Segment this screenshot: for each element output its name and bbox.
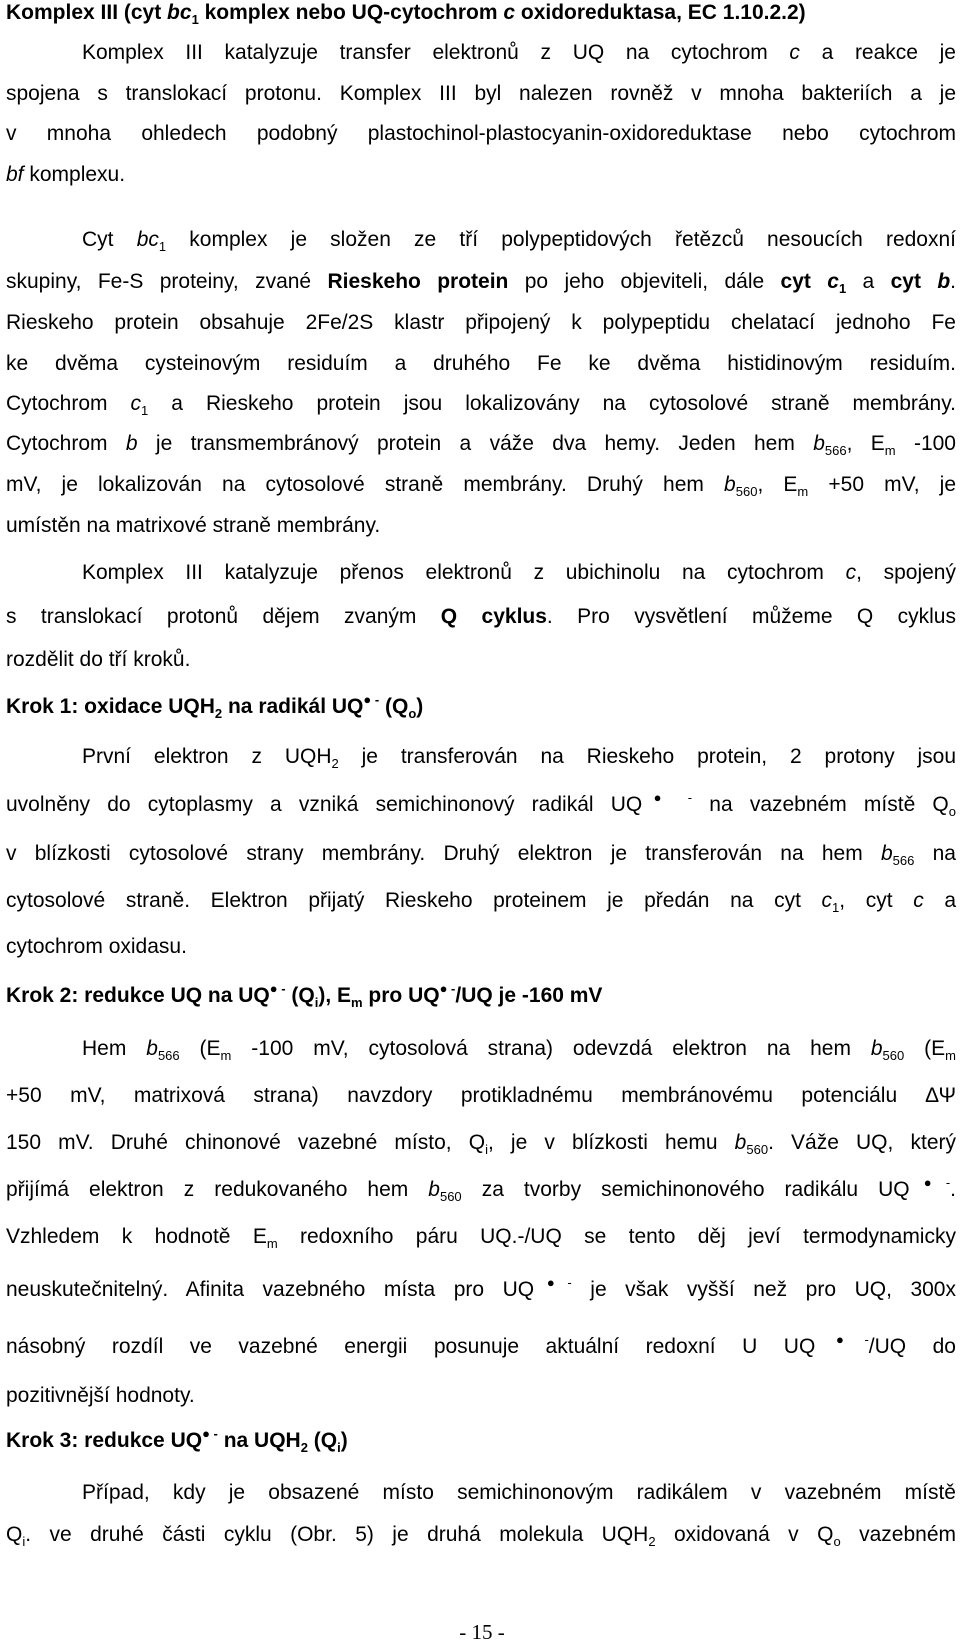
text: cyt — [890, 270, 938, 293]
text: bc — [136, 228, 159, 251]
paragraph-line — [6, 162, 956, 188]
text: . — [950, 270, 956, 293]
subscript: m — [266, 1236, 278, 1251]
step-heading — [6, 694, 956, 720]
paragraph-line — [6, 888, 956, 914]
subscript: 560 — [439, 1189, 462, 1204]
text: a — [846, 270, 891, 293]
text: b — [734, 1131, 747, 1154]
subscript: o — [833, 1534, 841, 1549]
text: , spojený — [856, 561, 956, 584]
paragraph-line — [6, 560, 956, 586]
paragraph-line — [6, 1522, 956, 1548]
text: přijímá elektron z redukovaného hem — [6, 1178, 429, 1201]
text: Krok 3: redukce UQ — [6, 1429, 203, 1452]
paragraph-line — [6, 391, 956, 417]
text: b — [813, 432, 825, 455]
text: komplex je složen ze tří polypeptidových řetězců nesoucích redoxní — [166, 228, 956, 251]
paragraph-line: spojena s translokací protonu. Komplex III byl nalezen rovněž v mnoha bakteriích a je — [6, 82, 956, 105]
text: c — [913, 889, 924, 912]
text: (Q — [379, 695, 409, 718]
subscript: m — [797, 484, 809, 499]
subscript: m — [351, 995, 363, 1010]
text: ) — [416, 695, 424, 718]
step-heading — [6, 983, 956, 1009]
paragraph-line — [6, 269, 956, 295]
superscript: ●- — [909, 1175, 951, 1190]
text: b — [428, 1178, 440, 1201]
text: pro UQ — [362, 984, 440, 1007]
document-page — [6, 0, 958, 1648]
text: je však vyšší než pro UQ, 300x — [571, 1278, 956, 1301]
text: , E — [757, 473, 798, 496]
text: cytosolové straně. Elektron přijatý Rieskeho proteinem je předán na cyt — [6, 889, 822, 912]
superscript: ●- — [534, 1275, 572, 1290]
text: Cytochrom — [6, 432, 126, 455]
paragraph-line — [6, 1130, 956, 1156]
text: v blízkosti cytosolové strany membrány. Druhý elektron je transferován na hem — [6, 842, 881, 865]
text: Vzhledem k hodnotě E — [6, 1225, 267, 1248]
paragraph-line: pozitivnější hodnoty. — [6, 1384, 195, 1407]
subscript: i — [22, 1534, 26, 1549]
text: b — [724, 473, 736, 496]
paragraph-line — [6, 431, 956, 457]
text: b — [146, 1037, 158, 1060]
text: c — [130, 392, 142, 415]
text: (E — [904, 1037, 946, 1060]
text: -100 mV, cytosolová strana) odevzdá elektron na hem — [231, 1037, 871, 1060]
text: oxidovaná v Q — [655, 1523, 834, 1546]
subscript: i — [314, 995, 319, 1010]
paragraph-line: ke dvěma cysteinovým residuím a druhého Fe ke dvěma histidinovým residuím. — [6, 352, 956, 375]
text: je transferován na Rieskeho protein, 2 protony jsou — [338, 745, 956, 768]
text: oxidoreduktasa, EC 1.10.2.2) — [515, 1, 806, 24]
text: /UQ do — [868, 1335, 956, 1358]
subscript: i — [337, 1440, 341, 1455]
text: c — [503, 1, 516, 24]
text: c — [789, 41, 800, 64]
paragraph-line: cytochrom oxidasu. — [6, 935, 187, 958]
subscript: 1 — [191, 12, 199, 27]
text: Cytochrom — [6, 392, 131, 415]
text: komplexu. — [23, 163, 126, 186]
text: b — [937, 270, 951, 293]
text: komplex nebo UQ-cytochrom — [198, 1, 504, 24]
paragraph-line — [6, 1277, 956, 1303]
text: . — [950, 1178, 957, 1201]
text: b — [870, 1037, 883, 1060]
paragraph-line — [6, 792, 956, 818]
paragraph-line — [6, 1177, 956, 1203]
paragraph-line — [6, 40, 956, 66]
text: , cyt — [839, 889, 914, 912]
paragraph-line — [6, 1224, 956, 1250]
text: a — [923, 889, 957, 912]
text: c — [845, 561, 857, 584]
text: mV, je lokalizován na cytosolové straně membrány. Druhý hem — [6, 473, 725, 496]
paragraph-line — [6, 604, 956, 630]
superscript: ● - — [439, 981, 456, 996]
paragraph-line — [6, 841, 956, 867]
text: na radikál UQ — [222, 695, 364, 718]
subscript: m — [884, 443, 896, 458]
text: Komplex III (cyt — [6, 1, 168, 24]
text: +50 mV, je — [808, 473, 956, 496]
text: Krok 1: oxidace UQH — [6, 695, 215, 718]
subscript: 1 — [141, 403, 149, 418]
text: (Q — [307, 1429, 338, 1452]
text: První elektron z UQH — [82, 745, 332, 768]
subscript: 566 — [892, 853, 915, 868]
text: po jeho objeviteli, dále — [508, 270, 781, 293]
paragraph-line: rozdělit do tří kroků. — [6, 648, 191, 671]
subscript: 566 — [157, 1048, 180, 1063]
text: ), E — [318, 984, 352, 1007]
subscript: i — [485, 1142, 488, 1157]
text: Rieskeho protein — [327, 270, 509, 293]
text: . Váže UQ, který — [768, 1131, 956, 1154]
text: a reakce je — [799, 41, 956, 64]
subscript: 560 — [746, 1142, 769, 1157]
subscript: 2 — [648, 1534, 656, 1549]
step-heading — [6, 1428, 956, 1454]
superscript: ● - — [269, 981, 286, 996]
paragraph-line — [6, 1334, 956, 1360]
text: Cyt — [82, 228, 137, 251]
paragraph-line — [6, 472, 956, 498]
superscript: ● - — [202, 1426, 218, 1441]
text: , E — [846, 432, 885, 455]
text: na vazebném místě Q — [692, 793, 949, 816]
subscript: m — [220, 1048, 232, 1063]
subscript: m — [945, 1048, 956, 1063]
text: vazebném — [840, 1523, 956, 1546]
subscript: 560 — [735, 484, 758, 499]
page-number: - 15 - — [459, 1620, 505, 1644]
text: na — [914, 842, 956, 865]
text: b — [880, 842, 893, 865]
subscript: 1 — [158, 239, 167, 254]
paragraph-line: Případ, kdy je obsazené místo semichinonovým radikálem v vazebném místě — [82, 1481, 956, 1504]
text: Komplex III katalyzuje transfer elektronů z UQ na cytochrom — [82, 41, 790, 64]
text: bc — [167, 1, 192, 24]
text: , je v blízkosti hemu — [487, 1131, 735, 1154]
text: cyt — [780, 270, 828, 293]
text: a Rieskeho protein jsou lokalizovány na cytosolové straně membrány. — [148, 392, 957, 415]
section-heading — [6, 0, 956, 26]
subscript: 1 — [832, 900, 840, 915]
paragraph-line: Rieskeho protein obsahuje 2Fe/2S klastr připojený k polypeptidu chelatací jednoho Fe — [6, 311, 956, 334]
text: redoxního páru UQ.-/UQ se tento děj jeví termodynamicky — [277, 1225, 956, 1248]
superscript: ●- — [815, 1332, 869, 1347]
text: c — [827, 270, 839, 293]
subscript: 2 — [300, 1440, 308, 1455]
text: skupiny, Fe-S proteiny, zvané — [6, 270, 328, 293]
text: Komplex III katalyzuje přenos elektronů z ubichinolu na cytochrom — [82, 561, 846, 584]
text: uvolněny do cytoplasmy a vzniká semichinonový radikál UQ — [6, 793, 643, 816]
text: Q cyklus — [440, 605, 547, 628]
text: c — [821, 889, 833, 912]
subscript: 2 — [214, 706, 223, 721]
paragraph-line — [6, 1036, 956, 1062]
text: -100 — [895, 432, 956, 455]
subscript: o — [948, 804, 957, 819]
subscript: 566 — [824, 443, 847, 458]
text: Q — [6, 1523, 23, 1546]
text: Hem — [82, 1037, 147, 1060]
paragraph-line: umístěn na matrixové straně membrány. — [6, 514, 381, 537]
paragraph-line: v mnoha ohledech podobný plastochinol-plastocyanin-oxidoreduktase nebo cytochrom — [6, 122, 956, 145]
text: za tvorby semichinonového radikálu UQ — [461, 1178, 910, 1201]
text: 150 mV. Druhé chinonové vazebné místo, Q — [6, 1131, 486, 1154]
text: (E — [179, 1037, 221, 1060]
text: . Pro vysvětlení můžeme Q cyklus — [546, 605, 956, 628]
text: ) — [340, 1429, 348, 1452]
superscript: ● - — [642, 790, 693, 805]
text: je transmembránový protein a váže dva hemy. Jeden hem — [137, 432, 814, 455]
text: na UQH — [217, 1429, 301, 1452]
paragraph-line — [6, 227, 956, 253]
text: /UQ je -160 mV — [455, 984, 603, 1007]
subscript: o — [408, 706, 417, 721]
text: s translokací protonů dějem zvaným — [6, 605, 441, 628]
subscript: 560 — [882, 1048, 905, 1063]
text: neuskutečnitelný. Afinita vazebného místa pro UQ — [6, 1278, 535, 1301]
superscript: ● - — [363, 692, 380, 707]
paragraph-line — [6, 744, 956, 770]
text: Krok 2: redukce UQ na UQ — [6, 984, 270, 1007]
text: násobný rozdíl ve vazebné energii posunuje aktuální redoxní U UQ — [6, 1335, 816, 1358]
subscript: 2 — [331, 756, 339, 771]
subscript: 1 — [838, 281, 847, 296]
text: (Q — [285, 984, 315, 1007]
text: bf — [6, 163, 24, 186]
text: b — [125, 432, 138, 455]
text: . ve druhé části cyklu (Obr. 5) je druhá molekula UQH — [25, 1523, 649, 1546]
paragraph-line: +50 mV, matrixová strana) navzdory protikladnému membránovému potenciálu ∆Ψ — [6, 1084, 956, 1107]
